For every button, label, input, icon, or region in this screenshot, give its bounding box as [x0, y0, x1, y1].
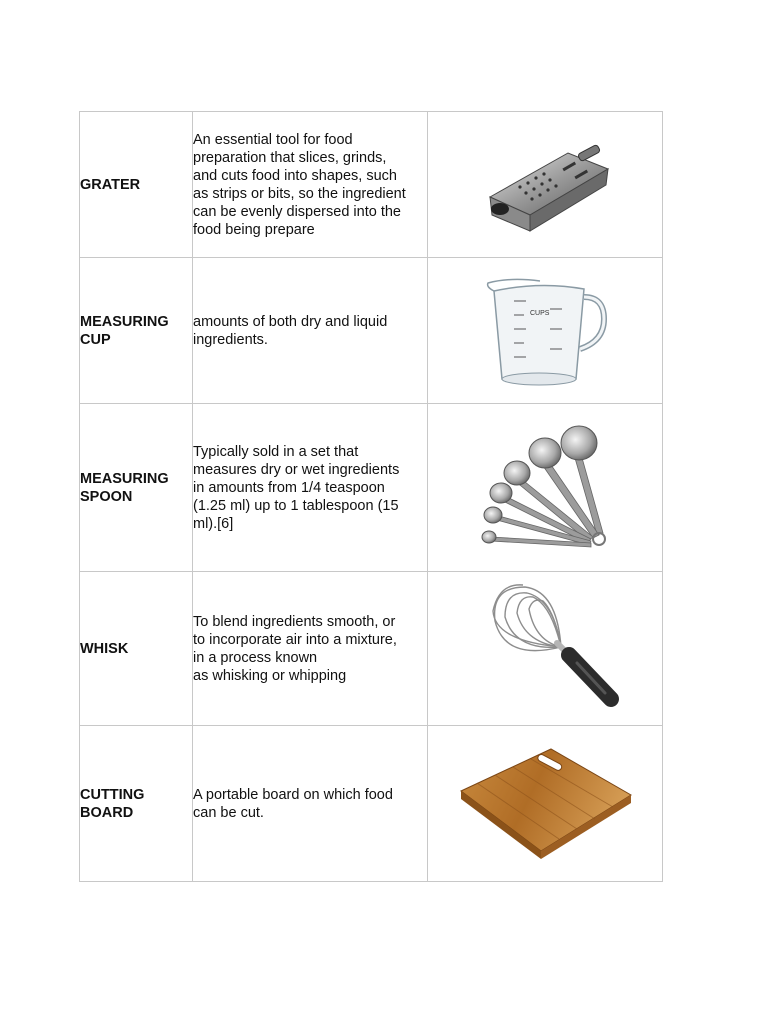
- tool-description-cell: [193, 572, 428, 726]
- table-row: [80, 112, 663, 258]
- tool-description: An essential tool for food preparation that slices, grinds, and cuts food into shapes, such as strips or bits, so the ingredient can be evenly dispersed into the food being prepare: [193, 131, 406, 238]
- tool-image-cell: [428, 404, 663, 572]
- table-row: [80, 726, 663, 882]
- table-row: [80, 258, 663, 404]
- tool-description: To blend ingredients smooth, or to incorporate air into a mixture, in a process known as whisking or whipping: [193, 613, 397, 684]
- tool-name-cell: [80, 258, 193, 404]
- tool-name-cell: [80, 726, 193, 882]
- whisk-image: [465, 581, 625, 716]
- tool-description-cell: [193, 404, 428, 572]
- measuring-spoons-image: [475, 423, 615, 553]
- tool-description: Typically sold in a set that measures dry or wet ingredients in amounts from 1/4 teaspoon (1.25 ml) up to 1 tablespoon (15 ml).[6]: [193, 443, 400, 532]
- tool-name-cell: [80, 572, 193, 726]
- tool-name-cell: [80, 404, 193, 572]
- tool-description: A portable board on which food can be cut.: [193, 786, 393, 821]
- tool-image-cell: [428, 572, 663, 726]
- tool-name: CUTTING BOARD: [80, 786, 145, 821]
- table-row: [80, 572, 663, 726]
- measuring-cup-image: [480, 271, 610, 391]
- tool-name: GRATER: [80, 176, 141, 193]
- tool-name: WHISK: [80, 640, 129, 657]
- kitchen-tools-table: [79, 111, 663, 882]
- tool-description: amounts of both dry and liquid ingredients.: [193, 313, 388, 348]
- tool-image-cell: [428, 112, 663, 258]
- grater-image: [470, 135, 620, 235]
- tool-description-cell: [193, 112, 428, 258]
- table-row: [80, 404, 663, 572]
- tool-image-cell: [428, 726, 663, 882]
- tool-name: MEASURING CUP: [80, 313, 169, 348]
- tool-description-cell: [193, 726, 428, 882]
- tool-name: MEASURING SPOON: [80, 470, 169, 505]
- tool-image-cell: [428, 258, 663, 404]
- cup-label-text: CUPS: [530, 309, 550, 317]
- tool-name-cell: [80, 112, 193, 258]
- cutting-board-image: [455, 745, 635, 863]
- tool-description-cell: [193, 258, 428, 404]
